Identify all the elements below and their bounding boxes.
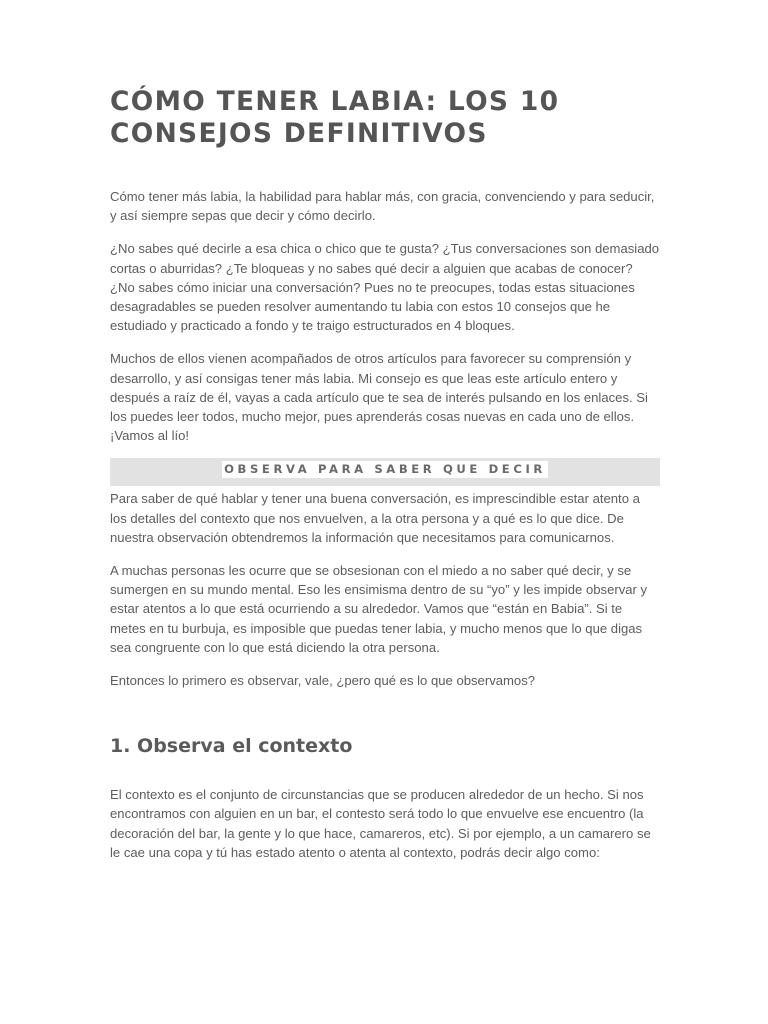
article <box>110 86 660 862</box>
section-heading: OBSERVA PARA SABER QUE DECIR <box>224 462 546 477</box>
section-paragraph-3: Entonces lo primero es observar, vale, ¿pero qué es lo que observamos? <box>110 673 536 689</box>
intro-paragraph-3: Muchos de ellos vienen acompañados de otros artículos para favorecer su comprensión y desarrollo, y así consigas tener más labia. Mi consejo es que leas este artículo entero y después a raíz de él, vayas a cada artículo que te sea de interés pulsando en los enlaces. Si los puedes leer todos, mucho mejor, pues aprenderás cosas nuevas en cada uno de ellos. ¡Vamos al lío! <box>110 351 648 444</box>
section-paragraph-2: A muchas personas les ocurre que se obsesionan con el miedo a no saber qué decir, y se sumergen en su mundo mental. Eso les ensimisma dentro de su “yo” y les impide observar y estar atentos a lo que está ocurriendo a su alrededor. Vamos que “están en Babia”. Si te metes en tu burbuja, es imposible que puedas tener labia, y mucho menos que lo que digas sea congruente con lo que está diciendo la otra persona. <box>110 563 648 655</box>
intro-paragraph-1: Cómo tener más labia, la habilidad para hablar más, con gracia, convenciendo y para seducir, y así siempre sepas que decir y cómo decirlo. <box>110 189 655 224</box>
intro-paragraph-2: ¿No sabes qué decirle a esa chica o chico que te gusta? ¿Tus conversaciones son demasiado cortas o aburridas? ¿Te bloqueas y no sabes qué decir a alguien que acabas de conocer? ¿No sabes cómo iniciar una conversación? Pues no te preocupes, todas estas situaciones desagradables se pueden resolver aumentando tu labia con estos 10 consejos que he estudiado y practicado a fondo y te traigo estructurados en 4 bloques. <box>110 241 660 334</box>
sub-paragraph-1: El contexto es el conjunto de circunstancias que se producen alrededor de un hecho. Si nos encontramos con alguien en un bar, el contesto será todo lo que envuelve ese encuentro (la decoración del bar, la gente y lo que hace, camareros, etc). Si por ejemplo, a un camarero se le cae una copa y tú has estado atento o atenta al contexto, podrás decir algo como: <box>110 787 651 860</box>
section-paragraph-1: Para saber de qué hablar y tener una buena conversación, es imprescindible estar atento a los detalles del contexto que nos envuelven, a la otra persona y a qué es lo que dice. De nuestra observación obtendremos la información que necesitamos para comunicarnos. <box>110 491 640 545</box>
section-heading-bar <box>110 458 660 486</box>
subheading: 1. Observa el contexto <box>110 735 353 758</box>
page-title: CÓMO TENER LABIA: LOS 10 CONSEJOS DEFINITIVOS <box>110 86 560 149</box>
